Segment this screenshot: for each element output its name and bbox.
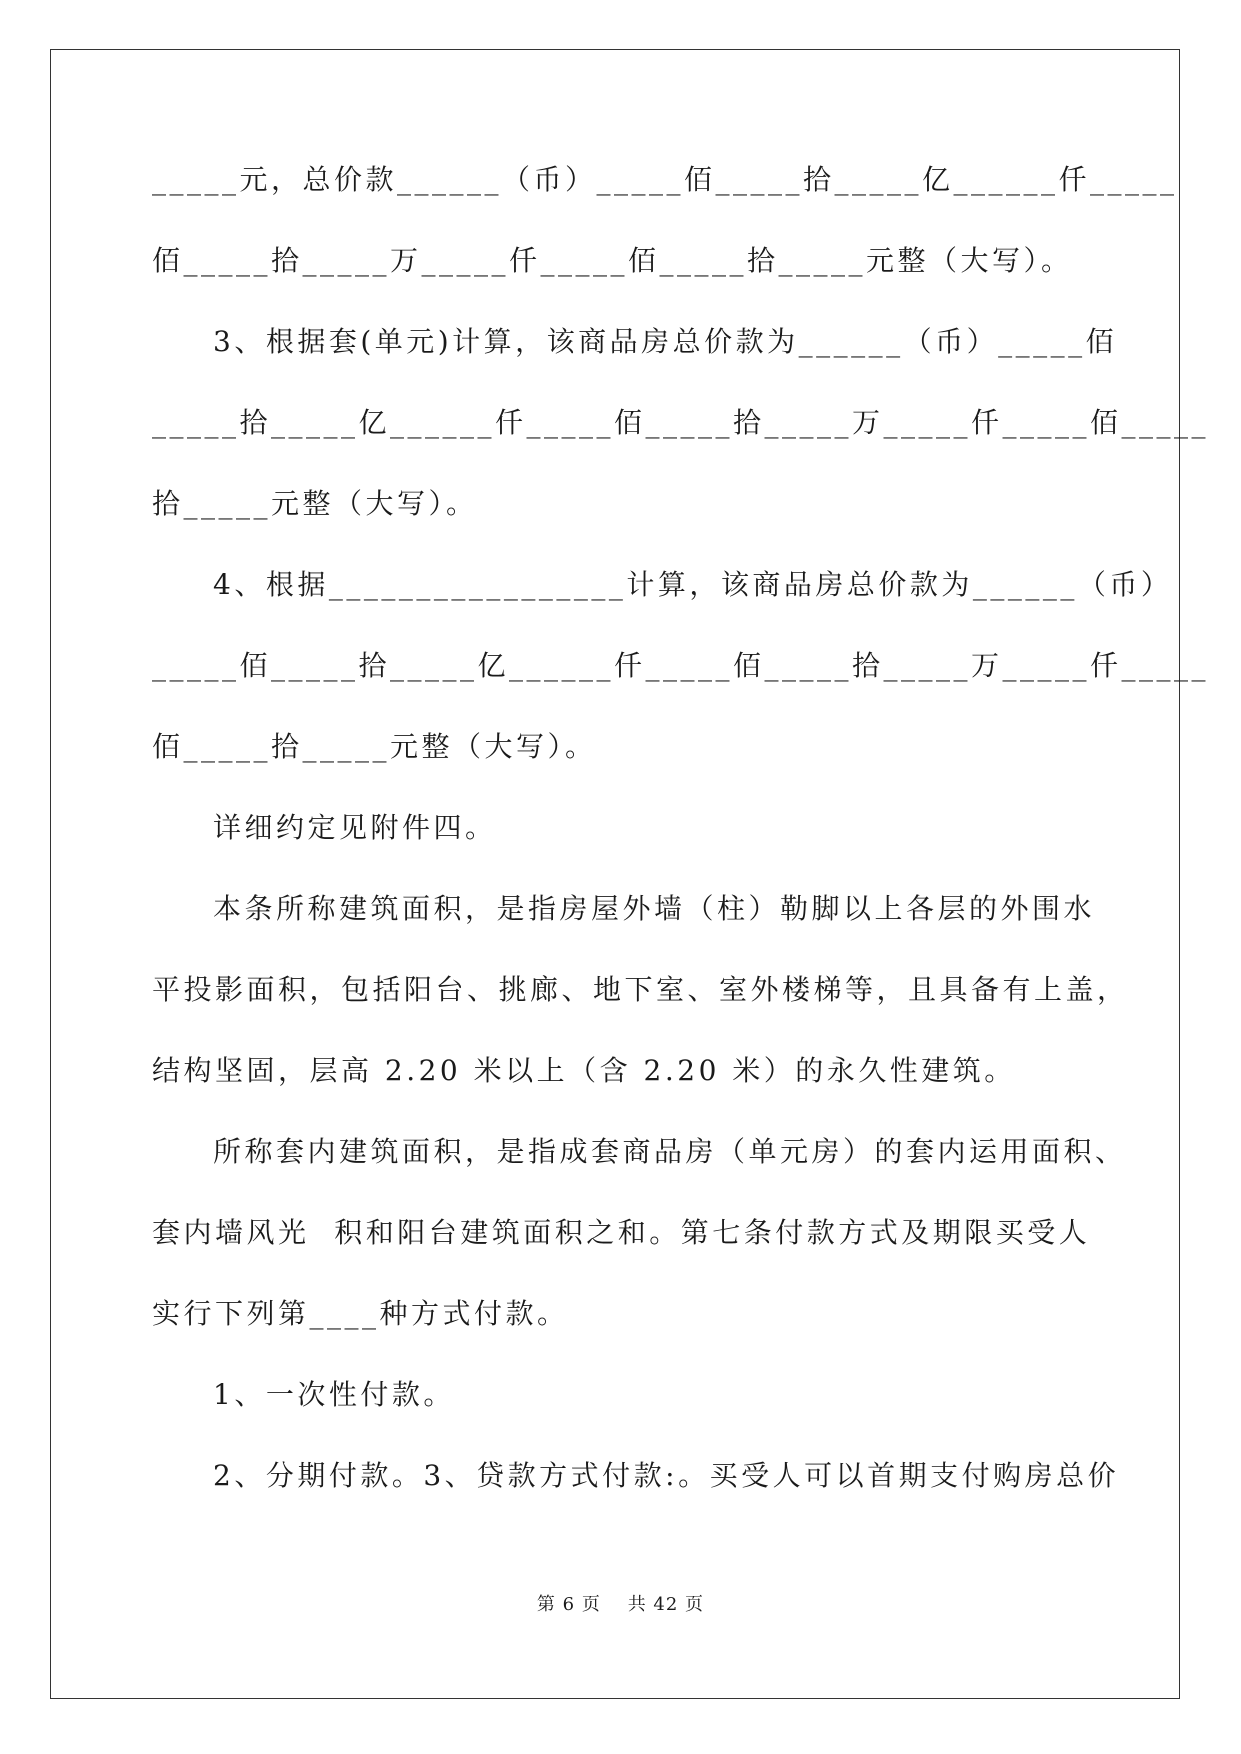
page-number-footer: 第 6 页 共 42 页 (536, 1594, 705, 1615)
text-line: 结构坚固，层高 2.20 米以上（含 2.20 米）的永久性建筑。 (152, 1054, 1016, 1087)
text-line: 实行下列第____种方式付款。 (152, 1297, 569, 1330)
paragraph-start-line: 3、根据套(单元)计算，该商品房总价款为______（币）_____佰 (213, 325, 1118, 358)
paragraph-start-line: 详细约定见附件四。 (213, 811, 497, 844)
document-body (152, 160, 1210, 1537)
text-line: 套内墙风光 积和阳台建筑面积之和。第七条付款方式及期限买受人 (152, 1216, 1091, 1249)
text-line: _____拾_____亿______仟_____佰_____拾_____万_____仟_____佰_____ (152, 406, 1210, 439)
paragraph-start-line: 1、一次性付款。 (213, 1378, 455, 1411)
text-line: 佰_____拾_____元整（大写）。 (152, 730, 597, 763)
paragraph-start-line: 本条所称建筑面积，是指房屋外墙（柱）勒脚以上各层的外围水 (213, 892, 1096, 925)
text-line: 拾_____元整（大写）。 (152, 487, 478, 520)
paragraph-start-line: 4、根据_________________计算，该商品房总价款为______（币） (213, 568, 1173, 601)
text-line: _____佰_____拾_____亿______仟_____佰_____拾_____万_____仟_____ (152, 649, 1210, 682)
text-line: 平投影面积，包括阳台、挑廊、地下室、室外楼梯等，且具备有上盖， (152, 973, 1129, 1006)
text-line: 佰_____拾_____万_____仟_____佰_____拾_____元整（大写）。 (152, 244, 1073, 277)
text-line: _____元，总价款______（币）_____佰_____拾_____亿______仟_____ (152, 163, 1178, 196)
paragraph-start-line: 所称套内建筑面积，是指成套商品房（单元房）的套内运用面积、 (213, 1135, 1127, 1168)
paragraph-start-line: 2、分期付款。3、贷款方式付款:。买受人可以首期支付购房总价 (213, 1459, 1120, 1492)
